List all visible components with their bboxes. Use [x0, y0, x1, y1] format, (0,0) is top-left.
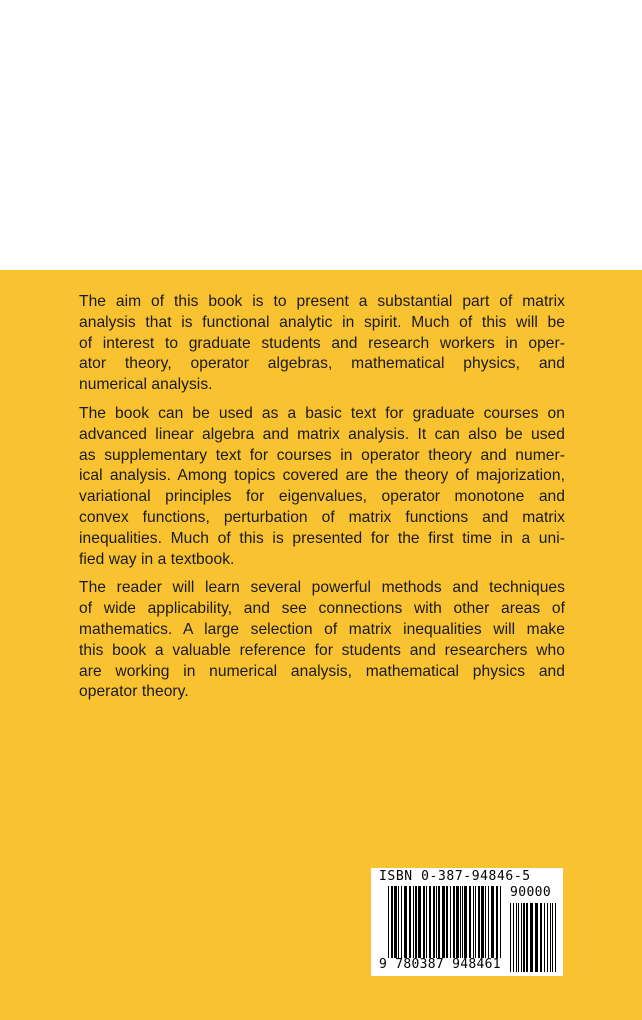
paragraph-line: The book can be used as a basic text for graduate courses on: [79, 404, 565, 422]
barcode-bar: [433, 886, 435, 958]
barcode-bar: [544, 903, 545, 972]
paragraph-line: variational principles for eigenvalues, operator monotone and: [79, 488, 565, 506]
description-paragraph-1: [79, 292, 565, 396]
barcode-bar: [518, 903, 519, 972]
barcode-bar: [530, 903, 533, 972]
barcode-bar: [475, 886, 476, 958]
paragraph-line: ator theory, operator algebras, mathematical physics, and: [79, 355, 565, 373]
barcode-bar: [456, 886, 459, 958]
barcode-bar: [523, 903, 525, 972]
barcode-bar: [550, 903, 551, 972]
barcode-bar: [436, 886, 437, 958]
barcode-bar: [426, 886, 427, 958]
paragraph-line: operator theory.: [79, 683, 189, 701]
barcode-bar: [450, 886, 451, 958]
barcode-bar: [547, 903, 548, 972]
barcode-bar: [391, 886, 393, 958]
book-description: [79, 292, 565, 711]
price-code: 90000: [510, 885, 552, 900]
barcode-bar: [473, 886, 474, 958]
barcode-bar: [521, 903, 522, 972]
paragraph-line: of wide applicability, and see connections with other areas of: [79, 600, 565, 618]
barcode-bar: [404, 886, 407, 958]
paragraph-line: this book a valuable reference for students and researchers who: [79, 641, 565, 659]
barcode-bar: [413, 886, 414, 958]
barcode-bar: [418, 886, 421, 958]
barcode-bar: [423, 886, 425, 958]
barcode-bar: [540, 903, 542, 972]
barcode-bar: [485, 886, 486, 958]
barcode-bar: [442, 886, 445, 958]
paragraph-line: advanced linear algebra and matrix analysis. It can also be used: [79, 425, 565, 443]
barcode-bar: [510, 903, 511, 972]
barcode-bar: [464, 886, 467, 958]
barcode-bar: [460, 886, 461, 958]
barcode-bar: [500, 886, 501, 958]
barcode-bar: [429, 886, 431, 958]
paragraph-line: mathematics. A large selection of matrix inequalities will make: [79, 620, 565, 638]
paragraph-line: ical analysis. Among topics covered are the theory of majorization,: [79, 467, 565, 485]
barcode-bar: [481, 886, 484, 958]
isbn-barcode: [371, 868, 563, 976]
barcode-bar: [496, 886, 498, 958]
barcode-bar: [526, 903, 528, 972]
cover-top-white-area: [0, 0, 642, 270]
barcode-bar: [478, 886, 480, 958]
barcode-bar: [535, 903, 538, 972]
barcode-bar: [446, 886, 448, 958]
paragraph-line: numerical analysis.: [79, 376, 213, 394]
barcode-bar: [388, 886, 389, 958]
paragraph-line: The aim of this book is to present a substantial part of matrix: [79, 293, 565, 310]
paragraph-line: of interest to graduate students and research workers in oper-: [79, 334, 565, 352]
isbn-number: ISBN 0-387-94846-5: [379, 869, 531, 884]
paragraph-line: are working in numerical analysis, mathematical physics and: [79, 662, 565, 680]
barcode-bar: [462, 886, 463, 958]
barcode-bar: [513, 903, 514, 972]
barcode-bar: [453, 886, 455, 958]
barcode-bar: [409, 886, 411, 958]
barcode-bar: [398, 886, 399, 958]
barcode-bar: [516, 903, 517, 972]
ean-digits: 9 780387 948461: [379, 957, 501, 972]
barcode-bar: [555, 903, 556, 972]
barcode-bar: [438, 886, 440, 958]
description-paragraph-3: [79, 578, 565, 703]
paragraph-line: analysis that is functional analytic in spirit. Much of this will be: [79, 313, 565, 331]
barcode-bar: [552, 903, 553, 972]
barcode-bar: [394, 886, 397, 958]
barcode-bar: [415, 886, 417, 958]
barcode-bar: [488, 886, 489, 958]
description-paragraph-2: [79, 404, 565, 570]
barcode-bar: [469, 886, 471, 958]
paragraph-line: as supplementary text for courses in operator theory and numer-: [79, 446, 565, 464]
paragraph-line: The reader will learn several powerful methods and techniques: [79, 579, 565, 597]
barcode-bar: [491, 886, 494, 958]
paragraph-line: fied way in a textbook.: [79, 550, 235, 568]
paragraph-line: convex functions, perturbation of matrix functions and matrix: [79, 508, 565, 526]
paragraph-line: inequalities. Much of this is presented for the first time in a uni-: [79, 529, 565, 547]
barcode-bar: [401, 886, 402, 958]
